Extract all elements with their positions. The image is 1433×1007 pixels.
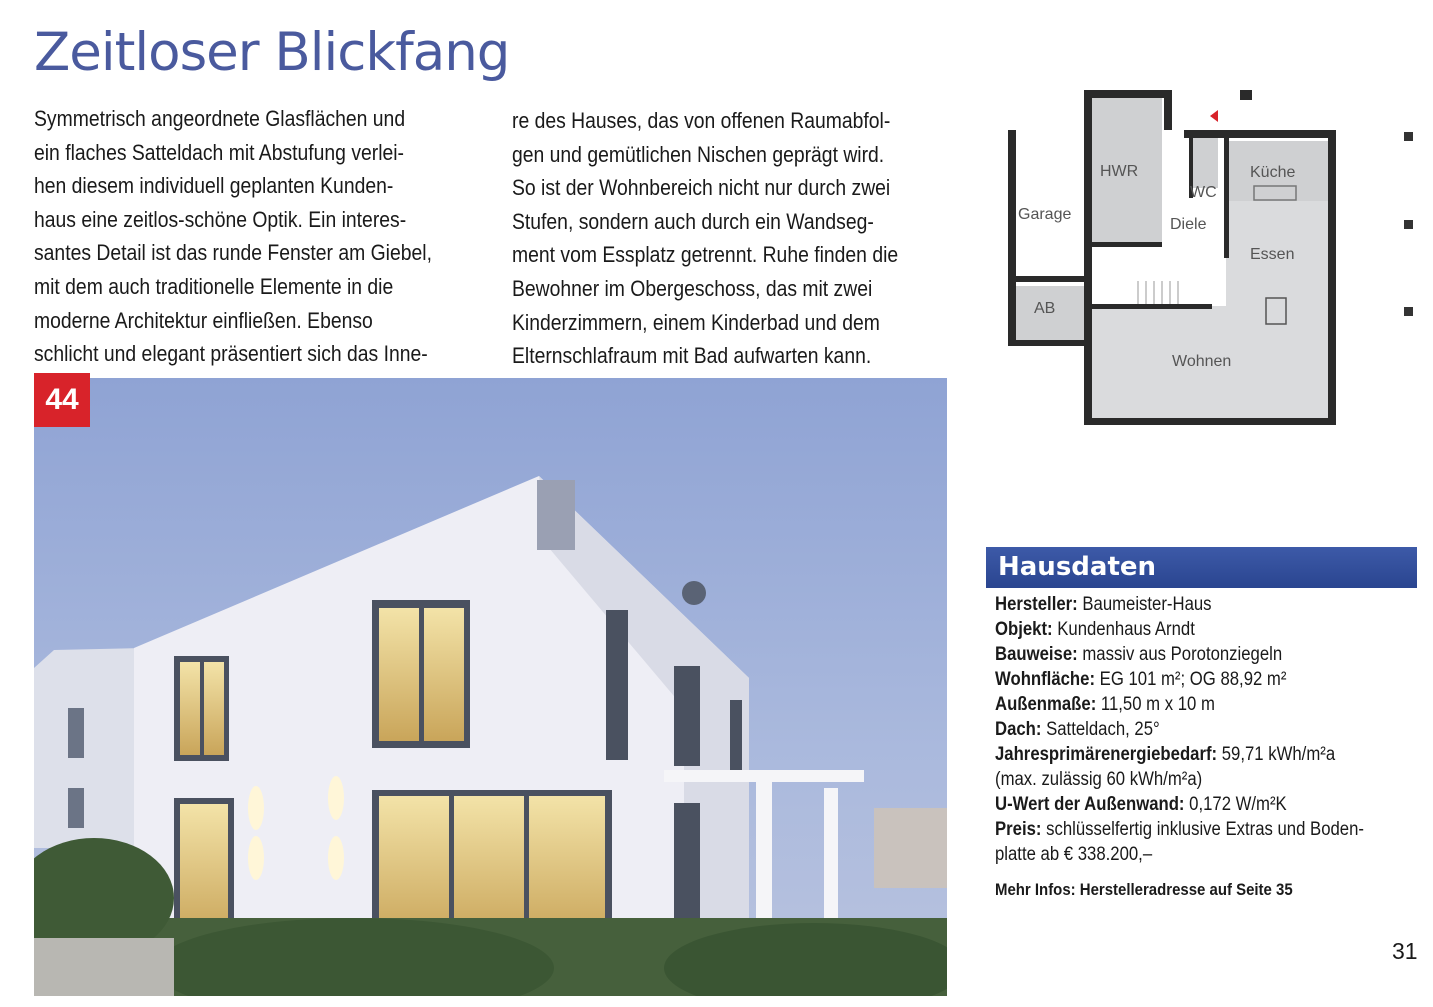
room-wohnen: Wohnen <box>1172 353 1232 370</box>
hausdaten-heading: Hausdaten <box>986 547 1417 588</box>
text-line: moderne Architektur einfließen. Ebenso <box>34 307 373 333</box>
room-garage: Garage <box>1018 206 1072 223</box>
page-number: 31 <box>1392 938 1418 964</box>
fact-wohnflaeche: Wohnfläche: EG 101 m²; OG 88,92 m² <box>995 669 1287 690</box>
fact-dach: Dach: Satteldach, 25° <box>995 719 1160 740</box>
floor-plan <box>1004 86 1424 431</box>
article-title: Zeitloser Blickfang <box>34 22 510 83</box>
room-kueche: Küche <box>1250 164 1296 181</box>
text-line: ment vom Essplatz getrennt. Ruhe finden die <box>512 242 899 268</box>
text-line: Stufen, sondern auch durch ein Wandseg- <box>512 208 874 234</box>
text-line: Kinderzimmern, einem Kinderbad und dem <box>512 309 880 335</box>
fact-preis: Preis: schlüsselfertig inklusive Extras und Boden- <box>995 819 1364 840</box>
body-text-left <box>34 102 474 371</box>
edge-mark <box>1404 220 1413 229</box>
house-photo <box>34 378 947 996</box>
fact-uwert: U-Wert der Außenwand: 0,172 W/m²K <box>995 794 1287 815</box>
text-line: Symmetrisch angeordnete Glasflächen und <box>34 106 406 131</box>
more-info-note: Mehr Infos: Herstelleradresse auf Seite 35 <box>995 880 1293 899</box>
text-line: Bewohner im Obergeschoss, das mit zwei <box>512 275 873 301</box>
fact-aussenmasse: Außenmaße: 11,50 m x 10 m <box>995 694 1215 715</box>
text-line: mit dem auch traditionelle Elemente in die <box>34 273 394 299</box>
fact-objekt: Objekt: Kundenhaus Arndt <box>995 619 1195 640</box>
room-diele: Diele <box>1170 216 1207 233</box>
text-line: santes Detail ist das runde Fenster am Giebel, <box>34 240 432 266</box>
room-ab: AB <box>1034 300 1056 317</box>
house-number-badge: 44 <box>34 373 90 427</box>
fact-energie-note: (max. zulässig 60 kWh/m²a) <box>995 769 1203 790</box>
text-line: So ist der Wohnbereich nicht nur durch zwei <box>512 175 891 201</box>
fact-energie: Jahresprimärenergiebedarf: 59,71 kWh/m²a <box>995 744 1336 765</box>
room-wc: WC <box>1190 184 1217 201</box>
text-line: re des Hauses, das von offenen Raumabfol- <box>512 108 891 133</box>
edge-mark <box>1404 307 1413 316</box>
text-line: schlicht und elegant präsentiert sich das Inne- <box>34 341 428 367</box>
hausdaten-list <box>995 592 1409 867</box>
text-line: hen diesem individuell geplanten Kunden- <box>34 173 394 199</box>
text-line: ein flaches Satteldach mit Abstufung verlei- <box>34 139 405 165</box>
text-line: haus eine zeitlos-schöne Optik. Ein interes- <box>34 206 407 232</box>
fact-hersteller: Hersteller: Baumeister-Haus <box>995 594 1212 615</box>
room-essen: Essen <box>1250 246 1295 263</box>
body-text-right <box>512 104 952 373</box>
text-line: gen und gemütlichen Nischen geprägt wird. <box>512 141 885 167</box>
fact-bauweise: Bauweise: massiv aus Porotonziegeln <box>995 644 1283 665</box>
text-line: Elternschlafraum mit Bad aufwarten kann. <box>512 343 872 369</box>
room-hwr: HWR <box>1100 163 1139 180</box>
fact-preis-cont: platte ab € 338.200,– <box>995 844 1153 865</box>
edge-mark <box>1404 132 1413 141</box>
